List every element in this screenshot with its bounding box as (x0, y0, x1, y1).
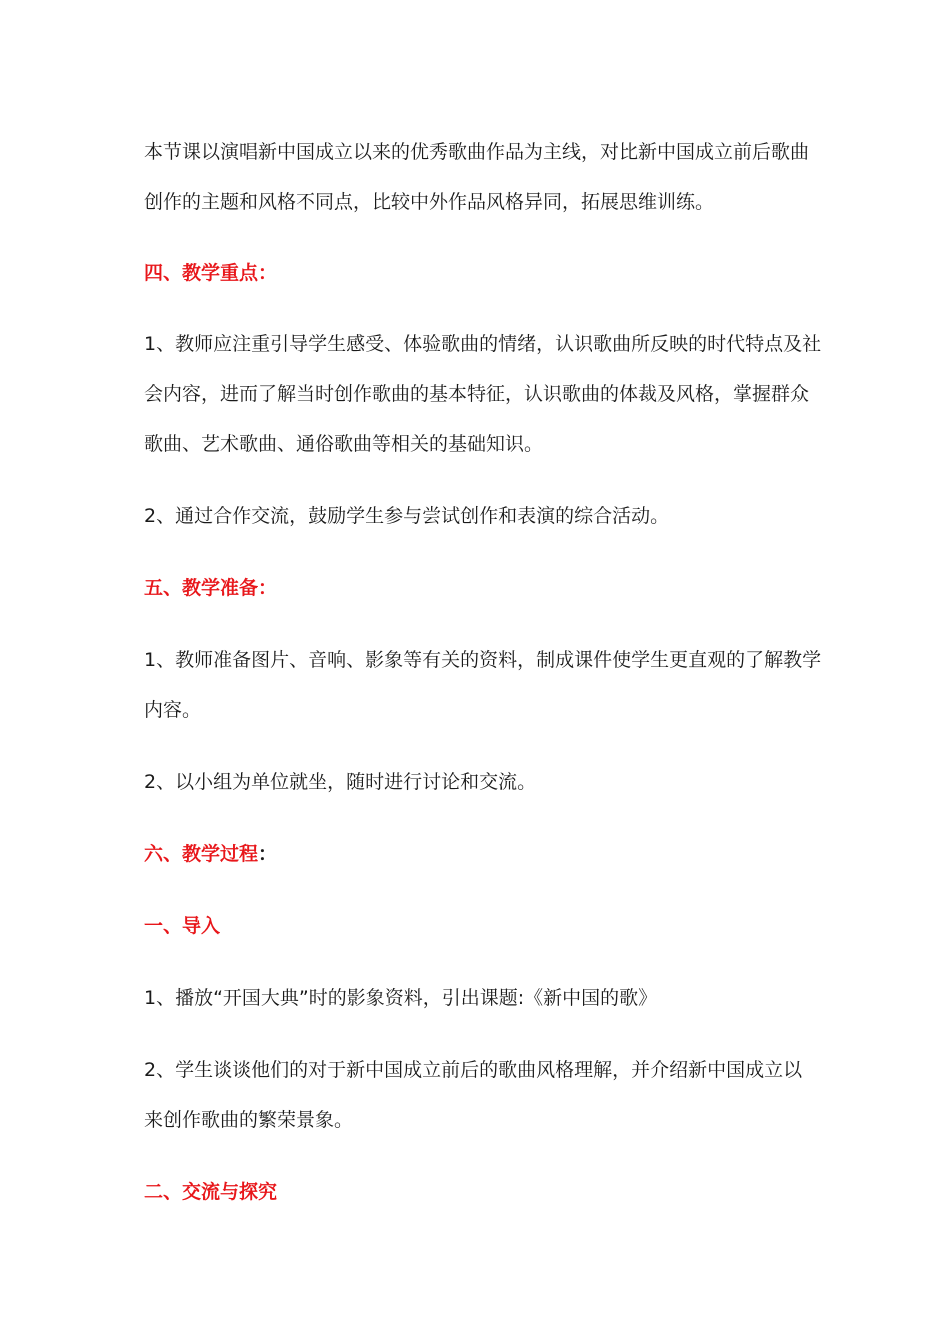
section-6-heading (144, 841, 277, 867)
section-4-item-1-line-3: 歌曲、艺术歌曲、通俗歌曲等相关的基础知识。 (144, 433, 544, 455)
part-1-item-2-line-1: 2、学生谈谈他们的对于新中国成立前后的歌曲风格理解，并介绍新中国成立以 (144, 1059, 803, 1081)
section-5-item-1-line-1: 1、教师准备图片、音响、影象等有关的资料，制成课件使学生更直观的了解教学 (144, 649, 822, 671)
section-4-heading: 四、教学重点： (144, 262, 278, 284)
part-1-item-2-line-2: 来创作歌曲的繁荣景象。 (144, 1109, 354, 1131)
part-1-item-1: 1、播放“开国大典”时的影象资料，引出课题:《新中国的歌》 (144, 987, 658, 1009)
part-1-heading: 一、导入 (144, 915, 221, 937)
section-4-item-1-line-1: 1、教师应注重引导学生感受、体验歌曲的情绪，认识歌曲所反映的时代特点及社 (144, 333, 822, 355)
section-4-item-1-line-2: 会内容，进而了解当时创作歌曲的基本特征，认识歌曲的体裁及风格，掌握群众 (144, 383, 810, 405)
section-4-item-2: 2、通过合作交流，鼓励学生参与尝试创作和表演的综合活动。 (144, 505, 670, 527)
intro-line-2: 创作的主题和风格不同点，比较中外作品风格异同，拓展思维训练。 (144, 191, 715, 213)
section-5-item-1-line-2: 内容。 (144, 699, 202, 721)
section-6-heading-text: 六、教学过程 (144, 843, 259, 865)
section-5-heading: 五、教学准备： (144, 577, 278, 599)
section-6-heading-colon: ： (258, 843, 278, 865)
section-5-item-2: 2、以小组为单位就坐，随时进行讨论和交流。 (144, 771, 537, 793)
intro-line-1: 本节课以演唱新中国成立以来的优秀歌曲作品为主线，对比新中国成立前后歌曲 (144, 141, 810, 163)
part-2-heading: 二、交流与探究 (144, 1181, 278, 1203)
